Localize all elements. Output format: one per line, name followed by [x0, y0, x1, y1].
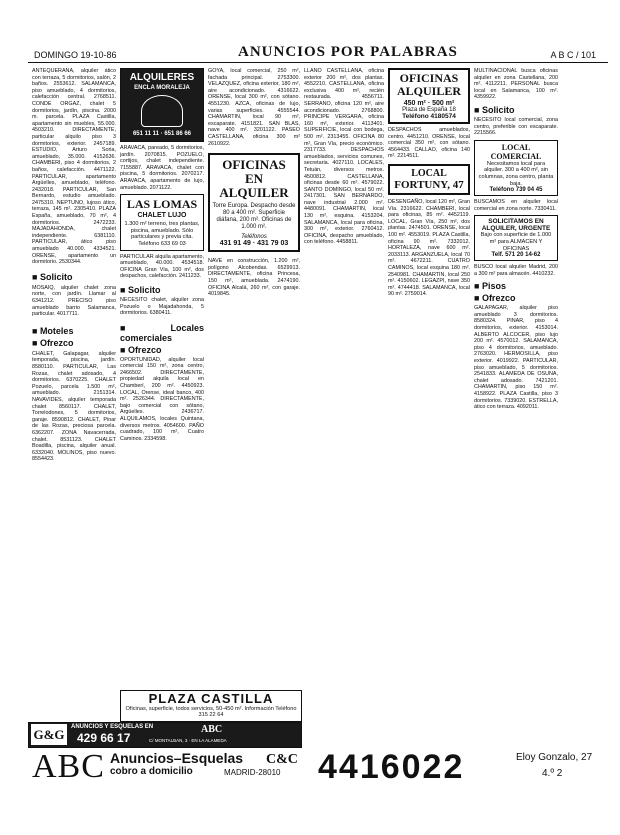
classified-text: MOSAIQ, alquiler chalet zona norte, con jardín. Llamar al 6341212. PRECISO piso amueblado barrio Salamanca, particular. 4017711. — [32, 284, 116, 318]
classified-text: PARTICULAR alquila apartamento, amueblado, 40.000. 4534518. OFICINA Gran Vía, 100 m², dos despachos, calefacción. 2411233. — [120, 253, 204, 280]
local-fortuny-ad — [388, 164, 470, 195]
footer-floor: 4.º 2 — [542, 768, 563, 779]
section-heading-solicito: ■ Solicito — [32, 271, 73, 282]
page-header — [28, 40, 608, 63]
alquileres-ad — [120, 68, 204, 142]
column-1 — [32, 68, 116, 733]
classified-text: BUSCAMOS en alquiler local comercial en zona norte. 7330411. — [474, 199, 558, 212]
abc-logo: ABC — [201, 724, 223, 735]
ad-title: OFICINAS ALQUILER — [396, 71, 461, 98]
ad-body: Necesitamos local para alquiler. 300 a 400 m², sin columnas, zona centro, planta baja. — [478, 160, 554, 187]
gg-ad — [28, 722, 302, 748]
section-heading-locales: ■ Locales comerciales — [120, 322, 204, 343]
section-heading-ofrezco: ■ Ofrezco — [474, 293, 516, 304]
section-title: ANUNCIOS POR PALABRAS — [238, 44, 458, 60]
solicitamos-ad — [474, 215, 558, 261]
classified-text: LLANO CASTELLANA, oficina exterior 200 m², dos plantas. 4552210. CASTELLANA, oficina exclusiva 400 m², recién restaurada. 4556711. SERRANO, oficina 120 m², aire acondicionado. 2768800. PRINCIPE VERGARA, oficina 160 m², exterior. 4113401. SUPERFICIE, local con bodega, 500 m². 2313455. OFICINA 80 m², Gran Vía, precio económico. 2317733. DESPACHOS amueblados, servicios comunes, secretaria. 4027110. LOCALES, Tetuán, diversos metros. 4500812. CASTELLANA, oficinas desde 60 m². 4579022. SANTO DOMINGO, local 50 m². 2417301. SAN BERNARDO, nave industrial 2.000 m². 4480091. CHAMARTIN, local 130 m², esquina. 4153204. SALAMANCA, local para oficina, 300 m², exterior. 2760412. OFICINA, despacho amueblado, con teléfono. 4458811. — [304, 68, 384, 246]
ad-address: Plaza de España 18 — [402, 107, 456, 113]
cc-logo: C&C — [266, 752, 298, 767]
house-icon — [141, 95, 183, 127]
classified-text: ARAVACA, pareado, 5 dormitorios, jardín. 2070815. POZUELO, cortijos, chalet independiente. 7155887. ARAVACA, chalet con piscina, 5 dormitorios. 2070217. ARAVACA, apartamento de lujo, amueblado. 2071122. — [120, 145, 204, 191]
gg-logo: G&G — [31, 724, 67, 745]
ad-phones: 651 11 11 · 651 86 66 — [132, 131, 192, 137]
footer-address: Eloy Gonzalo, 27 — [516, 752, 593, 763]
plaza-castilla-ad — [120, 690, 302, 722]
footer-subtitle: cobro a domicilio — [110, 766, 193, 777]
footer-title: Anuncios–Esquelas — [110, 750, 244, 766]
local-comercial-ad — [474, 140, 558, 196]
classified-text: NECESITO chalet, alquiler zona Pozuelo o Majadahonda, 5 dormitorios. 6380411. — [120, 296, 204, 317]
ad-body: Torre Europa. Despacho desde 80 a 400 m². Superficie diáfana, 200 m². Oficinas de 1.000 m². — [212, 203, 296, 231]
ad-subtitle: ENCLA MORALEJA — [134, 85, 190, 91]
classified-text: OPORTUNIDAD, alquiler local comercial 150 m², zona centro, 2466502. DIRECTAMENTE, propiedad alquila local en Chamberí, 200 m². 4450923. LOCAL, Orense, ideal banco, 400 m². 2526344. DIRECTAMENTE, bajo comercial con sótano, Argüelles. 2436717. ALQUILAMOS, locales Quintana, diversos metros. 4054600. PAÑO cuadrado, 100 m², Cuatro Caminos. 2334598. — [120, 356, 204, 442]
column-5 — [388, 68, 470, 733]
ad-body: 450 m² · 500 m² — [403, 100, 455, 107]
column-4 — [304, 68, 384, 733]
ad-subtitle: CHALET LUJO — [137, 212, 187, 220]
ad-phone-label: Teléfonos — [241, 234, 267, 241]
header-date: DOMINGO 19-10-86 — [34, 50, 117, 60]
las-lomas-ad — [120, 194, 204, 250]
ad-phone: 429 66 17 — [77, 731, 131, 745]
classified-text: MULTINACIONAL busca oficinas alquiler en zona Castellana, 200 m². 4112211. PERSONAL busca local en Salamanca, 100 m². 4359922. — [474, 68, 558, 101]
column-3 — [208, 68, 300, 688]
classified-text: GALAPAGAR, alquiler piso amueblado 3 dormitorios. 8580324. PINAR, piso 4 dormitorios, exterior. 4153014. ALBERTO ALCOCER, piso lujo 200 m². 4570012. SALAMANCA, piso 4 dormitorios, amueblado. 2763020. HERMOSILLA, piso exterior. 4019922. PARTICULAR, piso amueblado, 5 dormitorios. 2541833. ALAMEDA DE OSUNA, chalet adosado. 7421201. CHAMARTIN, piso 150 m². 4158922. PLAZA Castilla, piso 3 dormitorios. 7339020. ESTRELLA, ático con terraza. 4092011. — [474, 305, 558, 411]
ad-address: C/ MONTALBAN, 3 · EN LA ALAMEDA — [149, 738, 227, 743]
classified-text: NECESITO local comercial, zona centro, preferible con escaparate. 2215566. — [474, 116, 558, 137]
section-heading-ofrezco: ■ Ofrezco — [120, 344, 162, 355]
classified-text: GOYA, local comercial, 250 m², fachada principal. 2753300. VELAZQUEZ, oficina exterior, 180 m², aire acondicionado. 4316622. ORENSE, local 300 m², con sótano. 4551230. AZCA, oficinas de lujo, varias superficies. 4555544. CHAMARTIN, local 90 m², escaparate. 4151821. SAN BLAS, nave 400 m². 3201122. PASEO CASTELLANA, oficina 300 m² 2610922. — [208, 68, 300, 147]
section-heading-solicito: ■ Solicito — [474, 104, 515, 115]
ad-body: FORTUNY, 47 — [394, 178, 464, 191]
footer-phone: 4416022 — [318, 748, 465, 786]
classified-text: ANTEQUERANA, alquiler ático con terraza, 5 dormitorios, salón, 2 baños. 2553612. SALAMANCA, piso amueblado, 4 dormitorios, calefacción central. 2768511. CONDE ORGAZ, chalet 5 dormitorios, jardín, piscina. 2000 m. parcela. PLAZA Castilla, apartamento sin muebles, 55.000. 4503210. DIRECTAMENTE, particular alquilo piso 3 dormitorios, exterior. 2457189. ESTUDIO, Arturo Soria, amueblado, 35.000. 4152636. CHAMBERI, piso 4 dormitorios, 2 baños, calefacción. 4471122. PARTICULAR, apartamento Argüelles, amueblado, teléfono. 2432018. PARTICULAR, San Bernardo, estudio amueblado. 2475310. NEPTUNO, lujoso ático, terraza, 145 m². 2305410. PLAZA España, amueblado, 70 m², 4 dormitorios. 2472233. MAJADAHONDA, chalet independiente. 6381110. PARTICULAR, ático piso amueblado 40.000. 4334521. ORENSE, apartamento un dormitorio. 2530344. — [32, 68, 116, 266]
classified-text: DESPACHOS amueblados, centro. 4451210. ORENSE, local comercial 350 m², con sótano. 4564433. CALLAO, oficina 140 m². 2214511. — [388, 127, 470, 160]
oficinas-alquiler-ad — [208, 153, 300, 252]
ad-line: ANUNCIOS Y ESQUELAS EN — [71, 724, 154, 730]
ad-body: Oficinas, superficie, todos servicios, 50-450 m². Información Teléfono 315 22 64 — [125, 706, 297, 719]
ad-title: PLAZA CASTILLA — [148, 691, 274, 706]
ad-title: ALQUILERES — [129, 72, 195, 83]
ad-body: 1.300 m² terreno, tres plantas, piscina, amueblado. Sólo particulares y previa cita. Teléfono 633 69 03 — [124, 221, 200, 247]
classified-text: BUSCO local alquiler Madrid, 200 a 300 m² para almacén. 4410232. — [474, 264, 558, 277]
oficinas-ad — [388, 68, 470, 124]
footer-banner — [28, 748, 608, 788]
classified-text: CHALET, Galapagar, alquiler temporada, piscina, jardín. 8580110. PARTICULAR, Las Rozas, chalet adosado, 4 dormitorios. 6370225. CHALET Pozuelo, parcela 1.500 m², amueblado. 2151314. NAVAVIDES, alquiler temporada chalet 8560117. CHALET, Torrelodones, 5 dormitorios, garaje. 8590812. CHALET, Pinar de las Rozas, preciosa parcela. 6362207. ZONA Navacerrada, chalet. 8531123. CHALET Boadilla, piscina, alquiler anual. 6332040. MOLINOS, piso nuevo. 8554423. — [32, 350, 116, 463]
section-heading-ofrezco: ■ Ofrezco — [32, 337, 74, 348]
footer-city: MADRID-28010 — [224, 768, 281, 777]
ad-title: LOCAL — [411, 167, 447, 179]
ad-phone: Teléfono 4180574 — [402, 113, 456, 120]
ad-title: SOLICITAMOS EN ALQUILER, URGENTE — [481, 218, 551, 233]
column-2 — [120, 68, 204, 688]
ad-title: LAS LOMAS — [126, 197, 198, 212]
page-number: A B C / 101 — [550, 50, 596, 60]
ad-title: OFICINAS EN ALQUILER — [219, 157, 289, 201]
ad-phones: 431 91 49 · 431 79 03 — [219, 240, 289, 248]
classified-text: DESENGAÑO, local 120 m², Gran Vía. 2316622. CHAMBERI, local para oficinas, 85 m². 4452119. LOCAL, Gran Vía, 250 m², dos plantas. 2474501. ORENSE, local 100 m². 4553019. PLAZA Castilla, oficina 90 m². 7332012. HORTALEZA, nave 600 m². 2033113. ARGANZUELA, local 70 m². 4672211. CUATRO CAMINOS, local esquina 180 m². 2540981. CHAMARTIN, local 250 m². 4150602. LEGAZPI, nave 350 m². 4744418. SALAMANCA, local 90 m². 2759014. — [388, 198, 470, 298]
section-heading-solicito: ■ Solicito — [120, 284, 161, 295]
ad-body: Bajo con superficie de 1.000 m² para ALMACEN Y OFICINAS — [480, 232, 552, 252]
column-6 — [474, 68, 558, 733]
section-heading-moteles: ■ Moteles — [32, 325, 74, 336]
ad-phone: Teléfono 739 04 45 — [489, 187, 543, 194]
ad-phone: Telf. 571 20 14-62 — [491, 252, 541, 259]
abc-logo: ABC — [32, 748, 105, 785]
section-heading-pisos: ■ Pisos — [474, 281, 506, 292]
ad-title: LOCAL COMERCIAL — [490, 142, 542, 161]
classified-text: NAVE en construcción, 1.200 m², polígono Alcobendas. 6529913. DIRECTAMENTE, oficina Princesa, 150 m², amueblada. 2474190. OFICINA Alcalá, 260 m², con garaje. 4019845. — [208, 258, 300, 298]
